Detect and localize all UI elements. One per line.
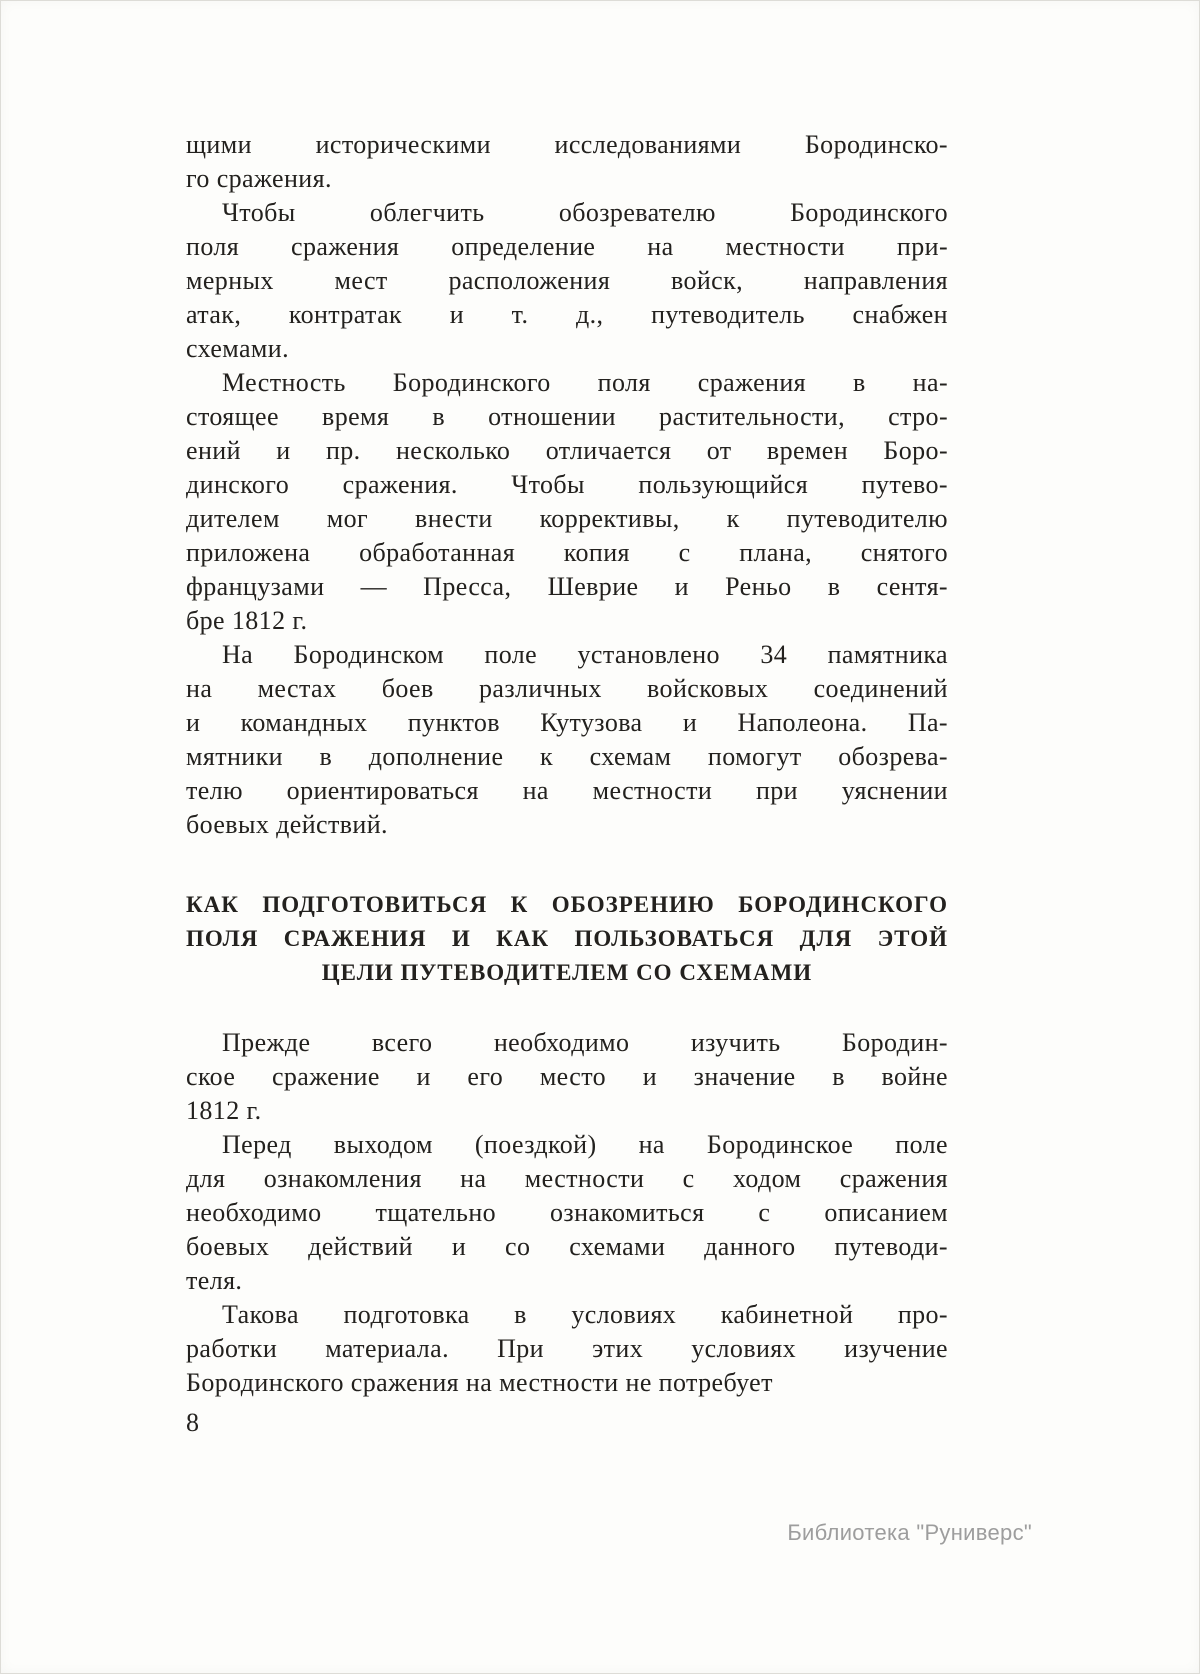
- text-line: ЦЕЛИ ПУТЕВОДИТЕЛЕМ СО СХЕМАМИ: [321, 960, 813, 985]
- paragraph: [186, 1026, 948, 1128]
- text-line: стоящее время в отношении растительности, стро-: [186, 402, 948, 431]
- text-line: динского сражения. Чтобы пользующийся путево-: [186, 470, 948, 499]
- text-line: на местах боев различных войсковых соединений: [186, 674, 948, 703]
- text-line: щими историческими исследованиями Бородинско-: [186, 130, 948, 159]
- paragraph: [186, 196, 948, 366]
- text-line: боевых действий и со схемами данного путеводи-: [186, 1232, 948, 1261]
- text-line: поля сражения определение на местности при-: [186, 232, 948, 261]
- paragraph: [186, 366, 948, 638]
- text-line: Перед выходом (поездкой) на Бородинское поле: [222, 1130, 948, 1159]
- text-line: французами — Пресса, Шеврие и Реньо в сентя-: [186, 572, 948, 601]
- text-line: бре 1812 г.: [186, 606, 308, 635]
- text-line: Чтобы облегчить обозревателю Бородинского: [222, 198, 948, 227]
- text-line: ское сражение и его место и значение в войне: [186, 1062, 948, 1091]
- paragraph: [186, 128, 948, 196]
- text-line: теля.: [186, 1266, 243, 1295]
- page-number: 8: [186, 1408, 199, 1437]
- text-line: атак, контратак и т. д., путеводитель снабжен: [186, 300, 948, 329]
- text-line: Бородинского сражения на местности не потребует: [186, 1368, 773, 1397]
- paragraph: [186, 638, 948, 842]
- text-line: мерных мест расположения войск, направления: [186, 266, 948, 295]
- text-line: Прежде всего необходимо изучить Бородин-: [222, 1028, 948, 1057]
- text-line: работки материала. При этих условиях изучение: [186, 1334, 948, 1363]
- text-line: приложена обработанная копия с плана, снятого: [186, 538, 948, 567]
- paragraph: [186, 1298, 948, 1400]
- text-line: Такова подготовка в условиях кабинетной про-: [222, 1300, 948, 1329]
- text-line: телю ориентироваться на местности при уяснении: [186, 776, 948, 805]
- text-line: Местность Бородинского поля сражения в на-: [222, 368, 948, 397]
- text-line: 1812 г.: [186, 1096, 262, 1125]
- text-line: схемами.: [186, 334, 289, 363]
- text-line: мятники в дополнение к схемам помогут обозрева-: [186, 742, 948, 771]
- text-line: боевых действий.: [186, 810, 388, 839]
- section-heading: [186, 888, 948, 990]
- text-line: необходимо тщательно ознакомиться с описанием: [186, 1198, 948, 1227]
- text-line: и командных пунктов Кутузова и Наполеона. Па-: [186, 708, 948, 737]
- text-line: ений и пр. несколько отличается от времен Боро-: [186, 436, 948, 465]
- text-line: ПОЛЯ СРАЖЕНИЯ И КАК ПОЛЬЗОВАТЬСЯ ДЛЯ ЭТОЙ: [186, 926, 948, 951]
- text-line: для ознакомления на местности с ходом сражения: [186, 1164, 948, 1193]
- text-block: [186, 128, 948, 1400]
- text-line: дителем мог внести коррективы, к путеводителю: [186, 504, 948, 533]
- paragraph: [186, 1128, 948, 1298]
- text-line: го сражения.: [186, 164, 332, 193]
- text-line: На Бородинском поле установлено 34 памятника: [222, 640, 948, 669]
- text-line: КАК ПОДГОТОВИТЬСЯ К ОБОЗРЕНИЮ БОРОДИНСКОГО: [186, 892, 948, 917]
- library-watermark: Библиотека "Руниверс": [787, 1520, 1032, 1545]
